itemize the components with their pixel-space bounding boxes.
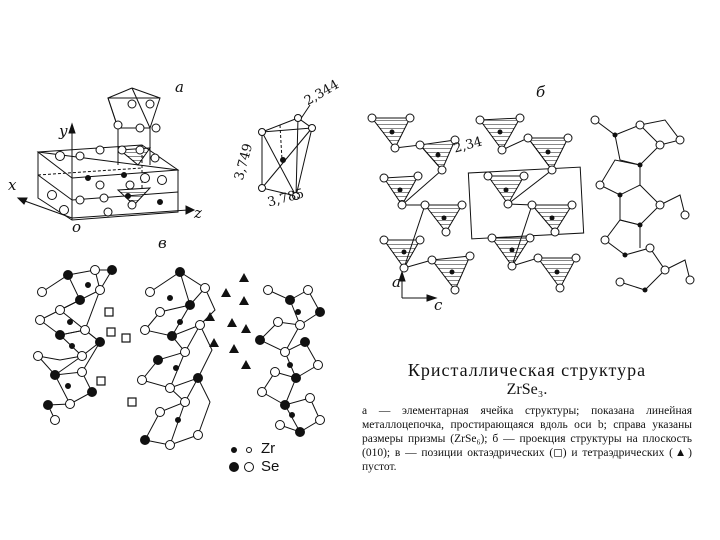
hatched-prism	[384, 240, 420, 268]
legend-se-large-dot	[230, 463, 239, 472]
axis-label-c: c	[434, 296, 443, 314]
prism-dim-2344: 2,344	[302, 77, 342, 109]
prism-dim-3785: 3,785	[266, 186, 306, 211]
axis-label-y: y	[59, 122, 68, 140]
panel-a-atoms	[48, 100, 167, 216]
legend-markers	[230, 448, 254, 472]
legend-zr-small-dot	[232, 448, 237, 453]
panel-label-v: в	[158, 234, 167, 252]
axis-label-origin: o	[72, 218, 82, 236]
legend-zr-small-open	[247, 448, 252, 453]
panel-b-atoms	[368, 114, 694, 294]
octahedral-voids	[97, 308, 136, 406]
panel-v-right-chain	[260, 290, 320, 432]
panel-label-a: а	[175, 78, 184, 96]
prism-dim-3749: 3,749	[232, 142, 257, 182]
prism-drawing	[259, 105, 316, 200]
caption-title: Кристаллическая структура	[407, 360, 647, 380]
tetrahedral-voids	[205, 273, 251, 369]
axis-label-z: z	[194, 204, 202, 222]
legend-se-label: Se	[261, 458, 280, 475]
projection-distance-label: 2,34	[452, 134, 484, 157]
caption-formula: ZrSe₃.	[506, 381, 548, 398]
legend-se-large-open	[245, 463, 254, 472]
axis-label-a: a	[392, 273, 401, 291]
figure-caption	[362, 360, 692, 474]
axis-label-x: x	[8, 176, 17, 194]
caption-body: а — элементарная ячейка структуры; показана линейная металлоцепочка, простирающаяся вдоль оси b; справа указаны размеры призмы (ZrSe₆); б — проекция структуры на плоскость (010); в — позиции октаэдрических (◻) и тетраэдрических (▲) пустот.	[362, 405, 692, 473]
panel-label-b: б	[536, 83, 546, 101]
legend-zr-label: Zr	[261, 440, 276, 457]
